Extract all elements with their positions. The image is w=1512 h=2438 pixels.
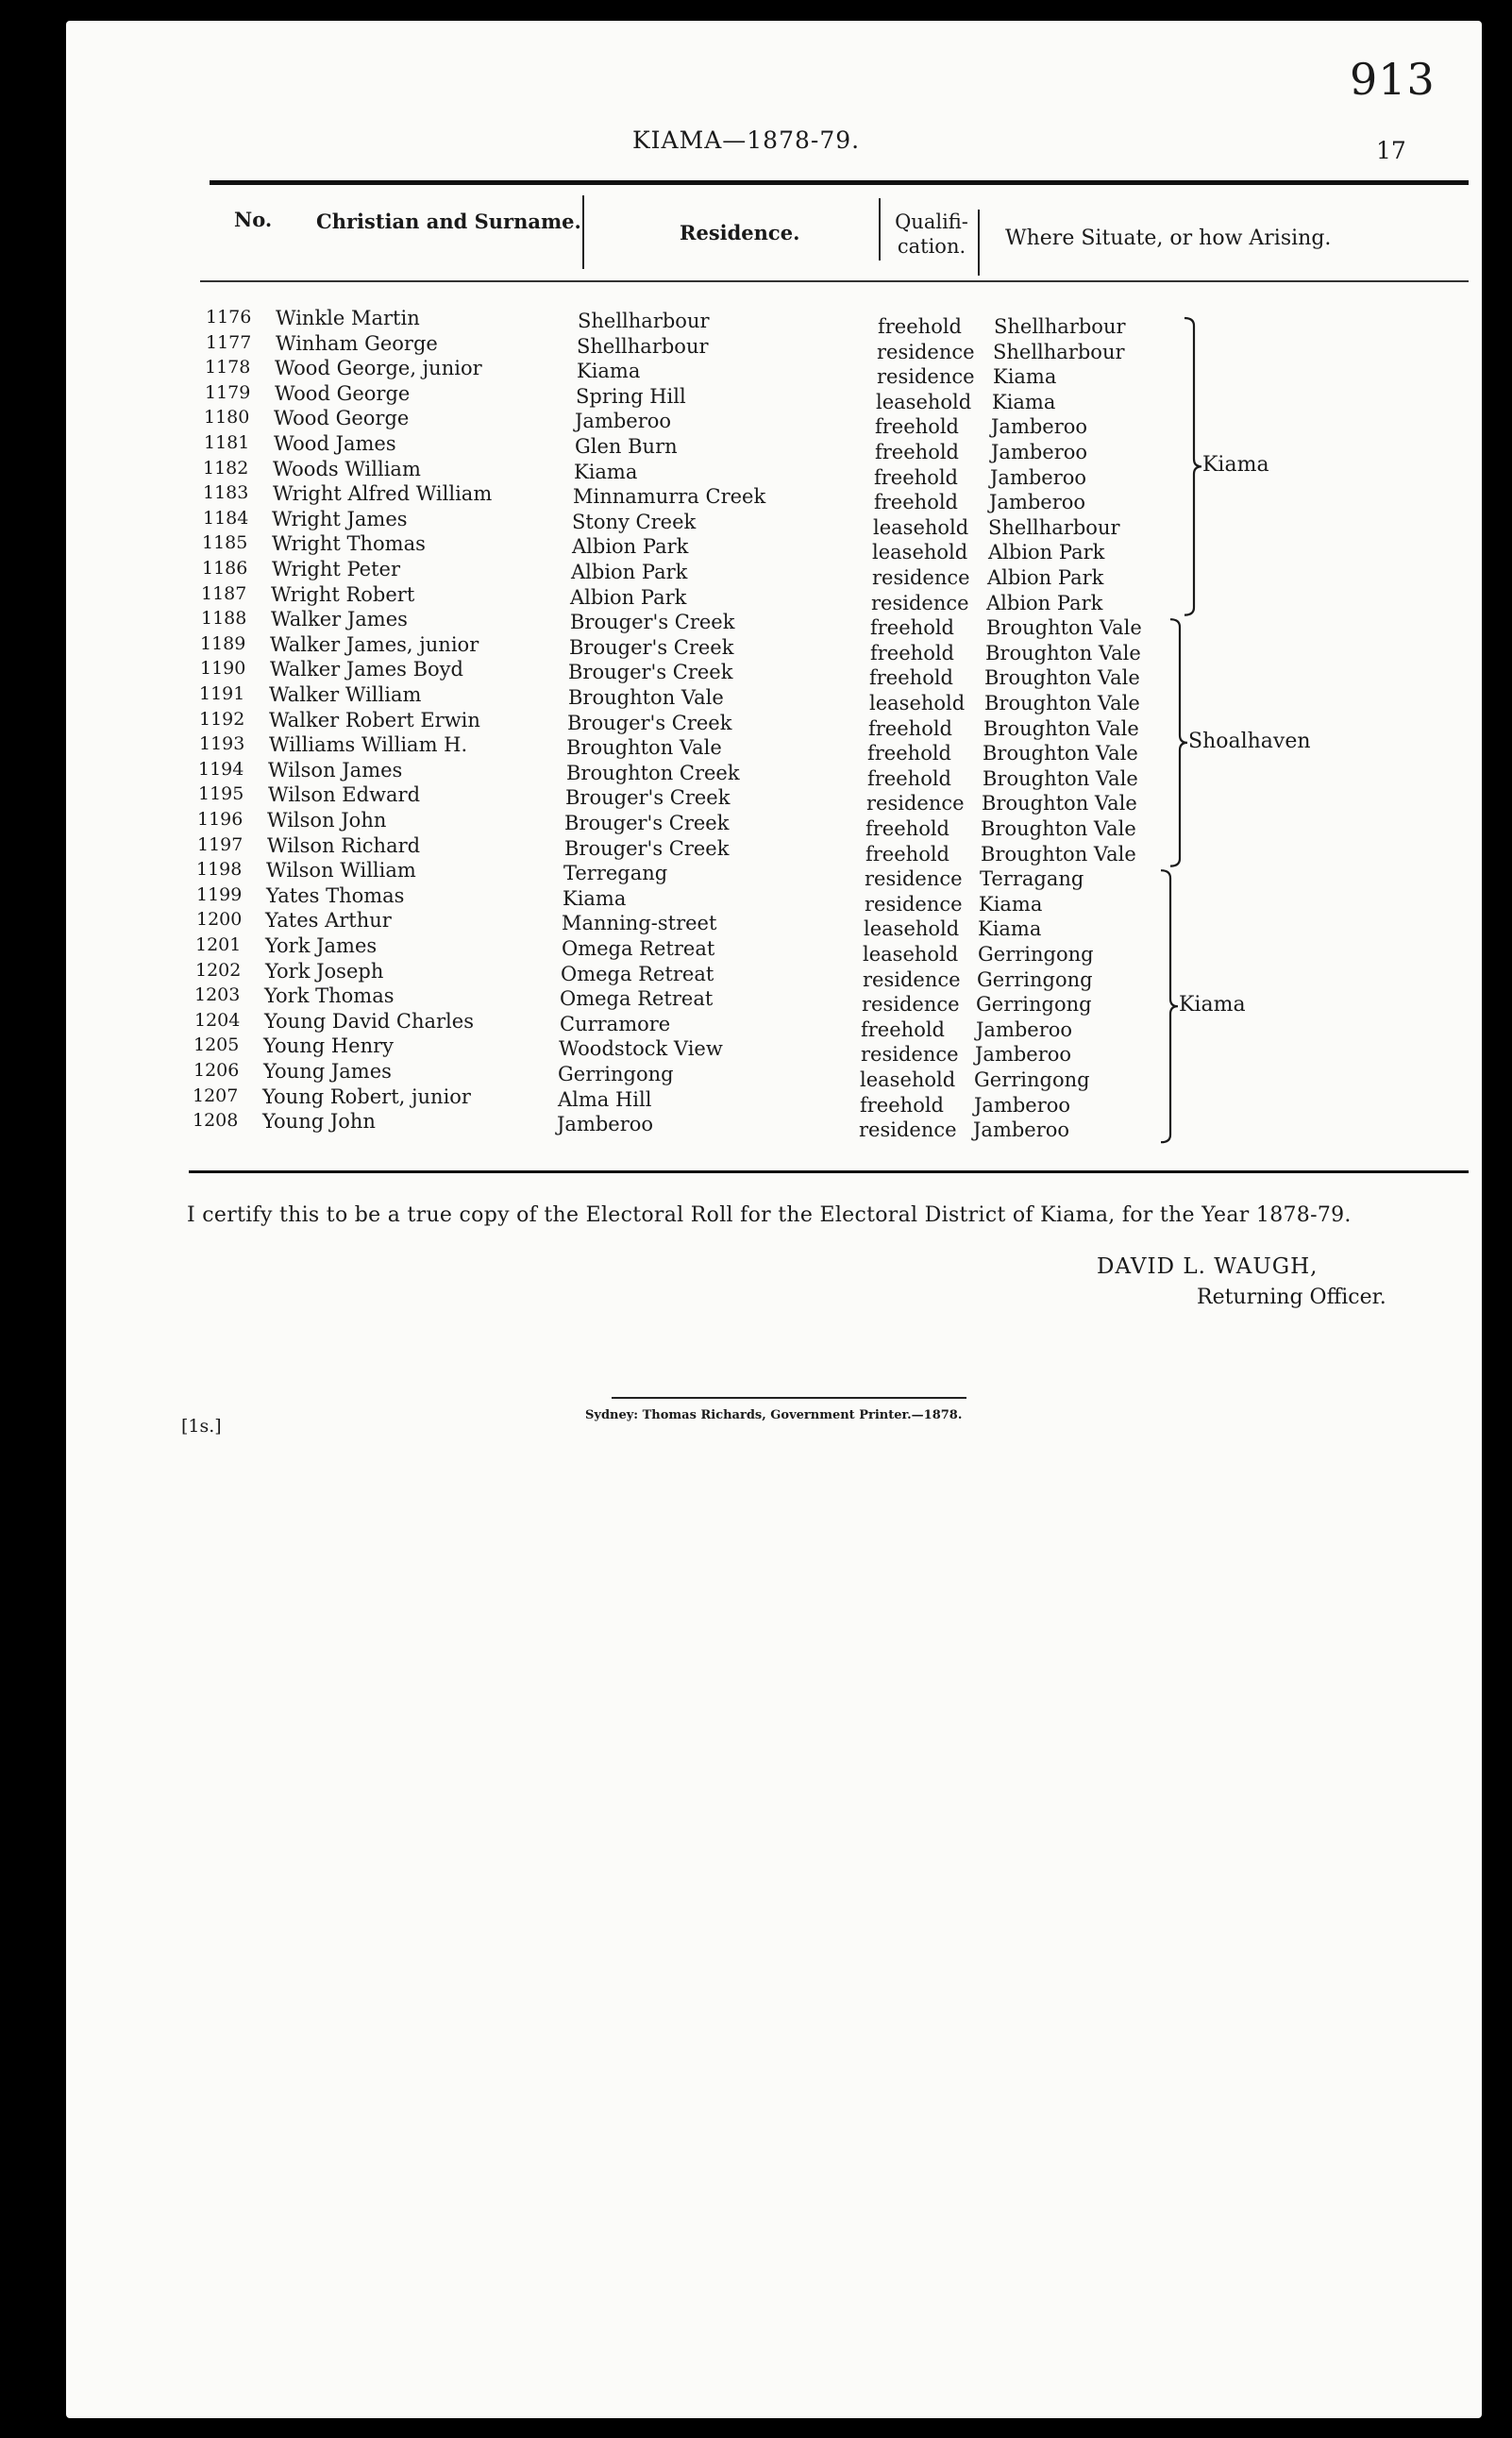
cell-no: 1199 <box>196 883 243 905</box>
bottom-rule <box>189 1170 1469 1173</box>
cell-residence: Brouger's Creek <box>565 786 731 810</box>
cell-where: Shellharbour <box>993 340 1125 363</box>
cell-no: 1197 <box>197 833 244 855</box>
cell-no: 1196 <box>197 809 244 830</box>
cell-name: Wilson Edward <box>268 783 421 807</box>
cell-name: Yates Thomas <box>266 883 405 907</box>
cell-where: Terragang <box>980 867 1084 891</box>
cell-name: Wilson William <box>266 859 416 883</box>
cell-residence: Brouger's Creek <box>570 611 735 634</box>
cell-name: Wright Robert <box>271 582 415 606</box>
cell-where: Kiama <box>978 917 1042 941</box>
page-number: 913 <box>1350 54 1436 105</box>
cell-residence: Brouger's Creek <box>568 661 733 684</box>
cell-no: 1200 <box>196 909 243 931</box>
cell-no: 1187 <box>201 582 247 604</box>
cell-where: Jamberoo <box>973 1118 1070 1142</box>
cell-name: Walker James, junior <box>270 632 479 656</box>
group-braces <box>66 21 1482 1182</box>
cell-qualification: residence <box>865 892 963 916</box>
cell-qualification: leasehold <box>873 515 969 539</box>
cell-no: 1195 <box>198 783 244 805</box>
cell-where: Broughton Vale <box>982 792 1137 815</box>
header-qualification: Qualifi- cation. <box>895 210 968 258</box>
cell-where: Broughton Vale <box>983 716 1139 740</box>
cell-where: Jamberoo <box>975 1043 1072 1067</box>
cell-name: Williams William H. <box>269 733 468 757</box>
cell-qualification: freehold <box>868 716 952 740</box>
cell-where: Kiama <box>993 365 1057 389</box>
cell-no: 1189 <box>200 632 246 654</box>
printer-rule <box>612 1397 966 1399</box>
cell-residence: Gerringong <box>558 1063 674 1085</box>
header-residence: Residence. <box>680 221 800 244</box>
cell-where: Shellharbour <box>988 515 1120 539</box>
cell-residence: Curramore <box>560 1012 671 1035</box>
cell-no: 1201 <box>195 934 242 955</box>
cell-qualification: residence <box>861 1043 959 1067</box>
cell-name: York Joseph <box>265 959 384 983</box>
cell-name: Wright Alfred William <box>273 482 493 506</box>
cell-where: Kiama <box>992 390 1056 413</box>
cell-qualification: freehold <box>860 1093 944 1117</box>
cell-no: 1204 <box>194 1009 241 1031</box>
cell-no: 1205 <box>193 1034 240 1056</box>
cell-where: Albion Park <box>986 591 1103 614</box>
cell-residence: Stony Creek <box>572 510 697 533</box>
cell-name: Wilson John <box>267 809 387 832</box>
cell-residence: Jamberoo <box>557 1113 654 1136</box>
cell-where: Jamberoo <box>976 1017 1073 1041</box>
cell-no: 1183 <box>203 482 249 504</box>
cell-no: 1202 <box>195 959 242 981</box>
cell-qualification: freehold <box>869 666 953 690</box>
cell-where: Gerringong <box>977 967 1093 991</box>
cell-name: Wright James <box>272 507 408 530</box>
cell-qualification: residence <box>862 993 960 1017</box>
cell-name: Young John <box>262 1110 376 1134</box>
cell-no: 1207 <box>193 1084 239 1106</box>
cell-qualification: leasehold <box>864 917 960 941</box>
sheet-number: 17 <box>1376 137 1406 164</box>
cell-residence: Brouger's Creek <box>567 711 732 734</box>
cell-no: 1208 <box>193 1110 239 1132</box>
cell-qualification: freehold <box>874 491 958 514</box>
cell-where: Shellharbour <box>994 315 1126 338</box>
cell-where: Jamberoo <box>991 415 1088 439</box>
cell-name: Walker Robert Erwin <box>269 708 480 731</box>
cell-residence: Omega Retreat <box>561 962 714 985</box>
cell-residence: Omega Retreat <box>560 987 714 1011</box>
cell-where: Broughton Vale <box>983 766 1138 790</box>
cell-residence: Brouger's Creek <box>564 836 730 860</box>
cell-residence: Broughton Vale <box>566 736 722 760</box>
cell-name: Walker James <box>271 608 408 631</box>
cell-qualification: residence <box>877 340 975 363</box>
cell-where: Kiama <box>979 892 1043 916</box>
page-title: KIAMA—1878-79. <box>632 126 861 154</box>
cell-qualification: residence <box>863 967 961 991</box>
cell-residence: Terregang <box>563 862 668 885</box>
cell-where: Broughton Vale <box>985 641 1141 664</box>
cell-qualification: residence <box>866 792 965 815</box>
cell-residence: Glen Burn <box>575 435 678 458</box>
price-mark: [1s.] <box>181 1416 222 1437</box>
cell-residence: Broughton Vale <box>568 686 724 709</box>
group-brace <box>1161 870 1178 1142</box>
signer-title: Returning Officer. <box>1197 1286 1386 1309</box>
cell-residence: Broughton Creek <box>566 761 740 784</box>
cell-no: 1176 <box>206 307 252 328</box>
cell-residence: Jamberoo <box>575 410 672 433</box>
cell-no: 1186 <box>202 558 248 579</box>
cell-qualification: residence <box>872 566 970 589</box>
cell-qualification: leasehold <box>876 390 972 413</box>
cell-where: Broughton Vale <box>981 842 1136 866</box>
cell-residence: Albion Park <box>571 561 688 583</box>
cell-no: 1190 <box>200 658 246 680</box>
cell-no: 1182 <box>203 457 249 479</box>
cell-qualification: freehold <box>867 742 951 765</box>
cell-no: 1188 <box>201 608 247 630</box>
cell-where: Broughton Vale <box>984 692 1140 715</box>
cell-no: 1193 <box>199 733 245 755</box>
cell-name: Wood George <box>274 407 410 430</box>
header-name: Christian and Surname. <box>316 210 581 233</box>
cell-name: York Thomas <box>264 984 395 1008</box>
cell-name: Wright Thomas <box>272 532 426 556</box>
cell-qualification: residence <box>877 365 975 389</box>
cell-no: 1184 <box>203 507 249 529</box>
cell-residence: Alma Hill <box>558 1087 652 1111</box>
cell-name: Young David Charles <box>264 1009 474 1033</box>
cell-name: Young James <box>263 1060 392 1083</box>
signer-name: DAVID L. WAUGH, <box>1097 1254 1319 1279</box>
group-label: Shoalhaven <box>1188 729 1311 753</box>
cell-residence: Manning-street <box>562 912 717 935</box>
cell-residence: Shellharbour <box>577 334 709 358</box>
cell-name: Wilson James <box>268 758 403 782</box>
cell-qualification: leasehold <box>872 541 968 564</box>
group-label: Kiama <box>1202 453 1269 478</box>
cell-name: Wood George, junior <box>275 357 482 380</box>
cell-residence: Spring Hill <box>576 384 686 408</box>
cell-qualification: freehold <box>875 415 959 439</box>
cell-qualification: freehold <box>870 641 954 664</box>
document-page <box>66 21 1482 2418</box>
cell-no: 1179 <box>205 381 251 403</box>
group-label: Kiama <box>1179 993 1246 1017</box>
cell-name: Yates Arthur <box>265 909 392 933</box>
cell-no: 1192 <box>199 708 245 730</box>
cell-no: 1181 <box>204 432 250 453</box>
certification-text: I certify this to be a true copy of the Electoral Roll for the Electoral District of Kiama, for the Year 1878-79. <box>187 1203 1352 1227</box>
cell-where: Jamberoo <box>991 441 1088 463</box>
cell-qualification: freehold <box>861 1017 945 1041</box>
header-where: Where Situate, or how Arising. <box>1005 227 1332 250</box>
cell-no: 1177 <box>206 331 252 353</box>
cell-name: Young Robert, junior <box>262 1084 471 1108</box>
cell-where: Broughton Vale <box>983 742 1138 765</box>
cell-name: Winkle Martin <box>276 307 420 329</box>
cell-residence: Kiama <box>577 360 641 383</box>
cell-qualification: leasehold <box>869 692 966 715</box>
cell-no: 1185 <box>202 532 248 554</box>
cell-name: Young Henry <box>263 1034 395 1058</box>
cell-where: Broughton Vale <box>984 666 1140 690</box>
cell-no: 1180 <box>204 407 250 429</box>
cell-residence: Albion Park <box>572 535 689 559</box>
cell-no: 1194 <box>198 758 244 780</box>
cell-qualification: freehold <box>870 616 954 640</box>
cell-qualification: leasehold <box>860 1068 956 1091</box>
cell-residence: Minnamurra Creek <box>573 485 766 509</box>
cell-residence: Woodstock View <box>559 1037 723 1061</box>
group-brace <box>1170 619 1187 866</box>
group-brace <box>1184 318 1201 615</box>
cell-where: Gerringong <box>978 943 1094 966</box>
cell-where: Jamberoo <box>974 1093 1071 1117</box>
cell-where: Albion Park <box>988 541 1105 564</box>
cell-name: Wright Peter <box>272 558 400 580</box>
cell-where: Broughton Vale <box>981 817 1136 840</box>
cell-qualification: residence <box>871 591 969 614</box>
cell-residence: Omega Retreat <box>562 937 715 960</box>
cell-qualification: freehold <box>865 842 949 866</box>
cell-qualification: freehold <box>867 766 951 790</box>
cell-no: 1206 <box>193 1060 240 1081</box>
cell-name: Wilson Richard <box>267 833 421 857</box>
cell-name: Woods William <box>273 457 421 480</box>
cell-name: York James <box>265 934 378 957</box>
cell-residence: Shellharbour <box>578 310 710 332</box>
cell-residence: Brouger's Creek <box>569 635 734 659</box>
cell-no: 1198 <box>196 859 243 881</box>
cell-where: Gerringong <box>974 1068 1090 1091</box>
cell-qualification: residence <box>859 1118 957 1142</box>
cell-where: Jamberoo <box>989 491 1086 514</box>
cell-no: 1203 <box>194 984 241 1006</box>
cell-residence: Brouger's Creek <box>564 812 730 834</box>
cell-name: Walker William <box>269 683 422 706</box>
cell-name: Winham George <box>276 331 438 355</box>
header-no: No. <box>234 208 273 231</box>
cell-qualification: leasehold <box>863 943 959 966</box>
printer-imprint: Sydney: Thomas Richards, Government Printer.—1878. <box>585 1408 963 1422</box>
cell-where: Albion Park <box>987 566 1104 589</box>
cell-where: Broughton Vale <box>986 616 1142 640</box>
cell-where: Jamberoo <box>990 465 1087 489</box>
cell-name: Wood George <box>275 381 411 405</box>
cell-qualification: residence <box>865 867 963 891</box>
cell-where: Gerringong <box>976 993 1092 1017</box>
cell-qualification: freehold <box>865 817 949 840</box>
cell-qualification: freehold <box>874 465 958 489</box>
cell-name: Walker James Boyd <box>270 658 463 681</box>
cell-residence: Kiama <box>574 460 638 483</box>
cell-name: Wood James <box>274 432 396 455</box>
cell-qualification: freehold <box>878 315 962 338</box>
cell-residence: Albion Park <box>570 585 687 609</box>
cell-qualification: freehold <box>875 441 959 463</box>
cell-no: 1191 <box>199 683 245 704</box>
cell-no: 1178 <box>205 357 251 378</box>
cell-residence: Kiama <box>563 886 627 910</box>
